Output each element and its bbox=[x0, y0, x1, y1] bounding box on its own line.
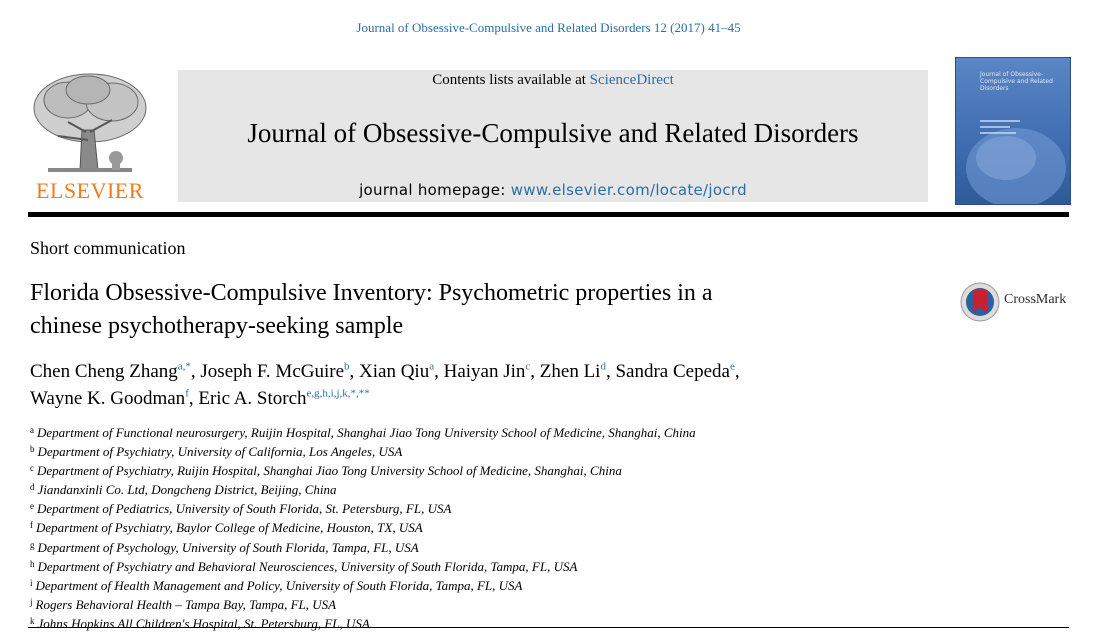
author-list bbox=[30, 358, 1030, 412]
affiliation-item bbox=[30, 441, 1030, 460]
article-title bbox=[30, 277, 930, 343]
author-affil-link[interactable]: e,g,h,i,j,k,*,** bbox=[306, 387, 370, 400]
affiliation-item bbox=[30, 594, 1030, 613]
affiliation-text: Department of Pediatrics, University of South Florida, St. Petersburg, FL, USA bbox=[37, 501, 452, 517]
affiliation-item bbox=[30, 479, 1030, 498]
affiliation-item bbox=[30, 460, 1030, 479]
author-separator: , bbox=[530, 361, 540, 382]
author-item bbox=[359, 361, 434, 382]
affiliation-key: j bbox=[30, 596, 33, 607]
affiliation-item bbox=[30, 498, 1030, 517]
affiliation-text: Department of Psychiatry and Behavioral Neurosciences, University of South Florida, Tampa, FL, USA bbox=[37, 558, 578, 574]
journal-cover-image[interactable] bbox=[955, 57, 1071, 205]
author-separator: , bbox=[434, 361, 444, 382]
author-separator: , bbox=[190, 361, 201, 382]
affiliation-list bbox=[30, 422, 1030, 632]
affiliation-item bbox=[30, 613, 1030, 632]
journal-banner bbox=[178, 70, 928, 202]
affiliation-key: k bbox=[30, 615, 35, 626]
author-affil-link[interactable]: b bbox=[344, 360, 350, 373]
author-affil-link[interactable]: a,* bbox=[177, 360, 191, 373]
author-item bbox=[198, 388, 369, 409]
affiliation-text: Rogers Behavioral Health – Tampa Bay, Tampa, FL, USA bbox=[35, 596, 337, 612]
affiliation-text: Department of Psychiatry, Ruijin Hospital, Shanghai Jiao Tong University School of Medicine, Shanghai, China bbox=[37, 463, 622, 479]
affiliation-item bbox=[30, 575, 1030, 594]
author-item bbox=[444, 361, 531, 382]
affiliation-key: f bbox=[30, 520, 33, 531]
author-name: Eric A. Storch bbox=[198, 388, 307, 409]
affiliation-item bbox=[30, 556, 1030, 575]
affiliation-key: g bbox=[30, 539, 35, 550]
affiliation-text: Jiandanxinli Co. Ltd, Dongcheng District, Beijing, China bbox=[37, 482, 337, 498]
affiliation-text: Department of Psychiatry, University of California, Los Angeles, USA bbox=[37, 444, 403, 460]
homepage-line bbox=[178, 181, 928, 199]
article-title-line-2: chinese psychotherapy-seeking sample bbox=[30, 313, 404, 339]
affiliation-key: e bbox=[30, 501, 34, 512]
affiliation-item bbox=[30, 517, 1030, 536]
header-rule bbox=[28, 212, 1069, 217]
author-name: Xian Qiu bbox=[359, 361, 430, 382]
affiliation-text: Department of Psychiatry, Baylor College of Medicine, Houston, TX, USA bbox=[36, 520, 423, 536]
author-separator: , bbox=[349, 361, 360, 382]
affiliation-key: d bbox=[30, 482, 35, 493]
sciencedirect-link[interactable]: ScienceDirect bbox=[589, 72, 674, 88]
author-item bbox=[200, 361, 349, 382]
author-affil-link[interactable]: d bbox=[600, 360, 606, 373]
affiliation-text: Department of Health Management and Policy, University of South Florida, Tampa, FL, USA bbox=[35, 577, 523, 593]
author-item bbox=[30, 388, 189, 409]
author-separator: , bbox=[734, 361, 740, 382]
author-affil-link[interactable]: f bbox=[185, 387, 189, 400]
journal-citation[interactable]: Journal of Obsessive-Compulsive and Related Disorders 12 (2017) 41–45 bbox=[356, 20, 741, 35]
affiliation-key: c bbox=[30, 463, 34, 474]
article-type: Short communication bbox=[30, 238, 186, 258]
author-item bbox=[540, 361, 606, 382]
crossmark-icon[interactable] bbox=[960, 282, 1000, 322]
affiliation-text: Department of Psychology, University of South Florida, Tampa, FL, USA bbox=[37, 539, 419, 555]
homepage-link[interactable]: www.elsevier.com/locate/jocrd bbox=[510, 181, 747, 199]
author-name: Haiyan Jin bbox=[443, 361, 526, 382]
author-affil-link[interactable]: a bbox=[429, 360, 435, 373]
affiliation-key: i bbox=[30, 577, 33, 588]
author-name: Sandra Cepeda bbox=[615, 361, 730, 382]
contents-prefix: Contents lists available at bbox=[432, 72, 590, 88]
affiliation-item bbox=[30, 537, 1030, 556]
homepage-prefix: journal homepage: bbox=[359, 181, 511, 199]
author-name: Zhen Li bbox=[539, 361, 601, 382]
affiliation-text: Johns Hopkins All Children's Hospital, St. Petersburg, FL, USA bbox=[37, 615, 370, 631]
contents-line bbox=[178, 72, 928, 89]
affiliation-item bbox=[30, 422, 1030, 441]
author-separator: , bbox=[188, 388, 199, 409]
article-title-line-1: Florida Obsessive-Compulsive Inventory: Psychometric properties in a bbox=[30, 280, 713, 306]
affiliation-text: Department of Functional neurosurgery, Ruijin Hospital, Shanghai Jiao Tong University School of Medicine, Shanghai, China bbox=[37, 425, 696, 440]
author-affil-link[interactable]: e bbox=[729, 360, 735, 373]
affiliation-key: a bbox=[30, 425, 34, 435]
elsevier-wordmark: ELSEVIER bbox=[36, 178, 144, 203]
author-name: Chen Cheng Zhang bbox=[30, 361, 178, 382]
author-name: Wayne K. Goodman bbox=[30, 388, 186, 409]
crossmark-label[interactable]: CrossMark bbox=[1004, 292, 1067, 307]
author-separator: , bbox=[605, 361, 616, 382]
affiliation-key: h bbox=[30, 558, 35, 569]
author-item bbox=[30, 361, 191, 382]
author-affil-link[interactable]: c bbox=[525, 360, 531, 373]
author-name: Joseph F. McGuire bbox=[200, 361, 345, 382]
author-item bbox=[615, 361, 734, 382]
journal-title: Journal of Obsessive-Compulsive and Related Disorders bbox=[247, 118, 859, 148]
cover-artwork bbox=[956, 108, 1070, 204]
affiliation-key: b bbox=[30, 444, 35, 455]
cover-title: Journal of Obsessive-Compulsive and Related Disorders bbox=[980, 71, 1053, 92]
